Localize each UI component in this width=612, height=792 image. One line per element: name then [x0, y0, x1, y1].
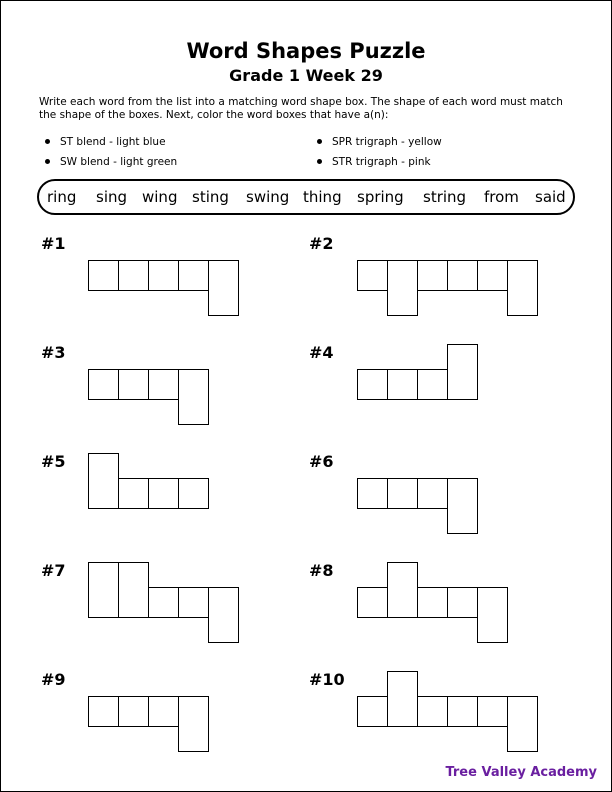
puzzle-number: #9	[41, 670, 66, 689]
letter-box[interactable]	[357, 478, 388, 509]
page-subtitle: Grade 1 Week 29	[229, 66, 383, 85]
word-bank-item: said	[535, 188, 566, 206]
puzzle-number: #4	[309, 343, 334, 362]
letter-box[interactable]	[148, 260, 179, 291]
letter-box[interactable]	[148, 696, 179, 727]
word-bank-item: sing	[96, 188, 128, 206]
letter-box[interactable]	[178, 260, 209, 291]
letter-box[interactable]	[88, 696, 119, 727]
letter-box[interactable]	[178, 696, 209, 752]
letter-box[interactable]	[88, 369, 119, 400]
letter-box[interactable]	[148, 369, 179, 400]
letter-box[interactable]	[447, 478, 478, 534]
letter-box[interactable]	[447, 587, 478, 618]
letter-box[interactable]	[118, 478, 149, 509]
letter-box[interactable]	[387, 369, 418, 400]
letter-box[interactable]	[417, 369, 448, 400]
bullet-icon	[45, 139, 50, 144]
color-key-item: STR trigraph - pink	[317, 156, 431, 169]
letter-box[interactable]	[208, 260, 239, 316]
word-bank-item: sting	[192, 188, 229, 206]
letter-box[interactable]	[208, 587, 239, 643]
bullet-icon	[317, 139, 322, 144]
instructions: Write each word from the list into a matching word shape box. The shape of each word must match the shape of the boxes. Next, color the word boxes that have a(n):	[39, 96, 563, 121]
bullet-icon	[45, 159, 50, 164]
letter-box[interactable]	[178, 478, 209, 509]
letter-box[interactable]	[387, 671, 418, 727]
letter-box[interactable]	[477, 696, 508, 727]
letter-box[interactable]	[178, 587, 209, 618]
color-key-item: ST blend - light blue	[45, 136, 166, 149]
letter-box[interactable]	[387, 260, 418, 316]
letter-box[interactable]	[357, 587, 388, 618]
letter-box[interactable]	[357, 369, 388, 400]
letter-box[interactable]	[148, 478, 179, 509]
letter-box[interactable]	[507, 260, 538, 316]
bullet-icon	[317, 159, 322, 164]
page-title: Word Shapes Puzzle	[186, 39, 426, 63]
puzzle-number: #10	[309, 670, 345, 689]
letter-box[interactable]	[118, 369, 149, 400]
letter-box[interactable]	[477, 260, 508, 291]
letter-box[interactable]	[118, 260, 149, 291]
letter-box[interactable]	[447, 696, 478, 727]
puzzle-number: #8	[309, 561, 334, 580]
letter-box[interactable]	[417, 696, 448, 727]
word-bank-item: swing	[246, 188, 290, 206]
letter-box[interactable]	[88, 562, 119, 618]
letter-box[interactable]	[178, 369, 209, 425]
letter-box[interactable]	[417, 478, 448, 509]
word-bank	[37, 179, 575, 215]
puzzle-number: #1	[41, 234, 66, 253]
letter-box[interactable]	[477, 587, 508, 643]
color-key-item: SPR trigraph - yellow	[317, 136, 442, 149]
letter-box[interactable]	[447, 344, 478, 400]
word-bank-item: from	[484, 188, 519, 206]
word-bank-item: ring	[47, 188, 77, 206]
letter-box[interactable]	[387, 478, 418, 509]
color-key-item: SW blend - light green	[45, 156, 177, 169]
letter-box[interactable]	[88, 260, 119, 291]
letter-box[interactable]	[357, 260, 388, 291]
word-bank-item: string	[423, 188, 467, 206]
letter-box[interactable]	[148, 587, 179, 618]
letter-box[interactable]	[88, 453, 119, 509]
letter-box[interactable]	[118, 562, 149, 618]
puzzle-number: #5	[41, 452, 66, 471]
letter-box[interactable]	[118, 696, 149, 727]
puzzle-number: #6	[309, 452, 334, 471]
letter-box[interactable]	[417, 587, 448, 618]
puzzle-number: #2	[309, 234, 334, 253]
publisher-footer: Tree Valley Academy	[445, 765, 597, 780]
letter-box[interactable]	[447, 260, 478, 291]
word-bank-item: spring	[357, 188, 404, 206]
puzzle-number: #7	[41, 561, 66, 580]
letter-box[interactable]	[507, 696, 538, 752]
word-bank-item: thing	[303, 188, 342, 206]
letter-box[interactable]	[417, 260, 448, 291]
puzzle-number: #3	[41, 343, 66, 362]
letter-box[interactable]	[387, 562, 418, 618]
word-bank-item: wing	[142, 188, 178, 206]
letter-box[interactable]	[357, 696, 388, 727]
